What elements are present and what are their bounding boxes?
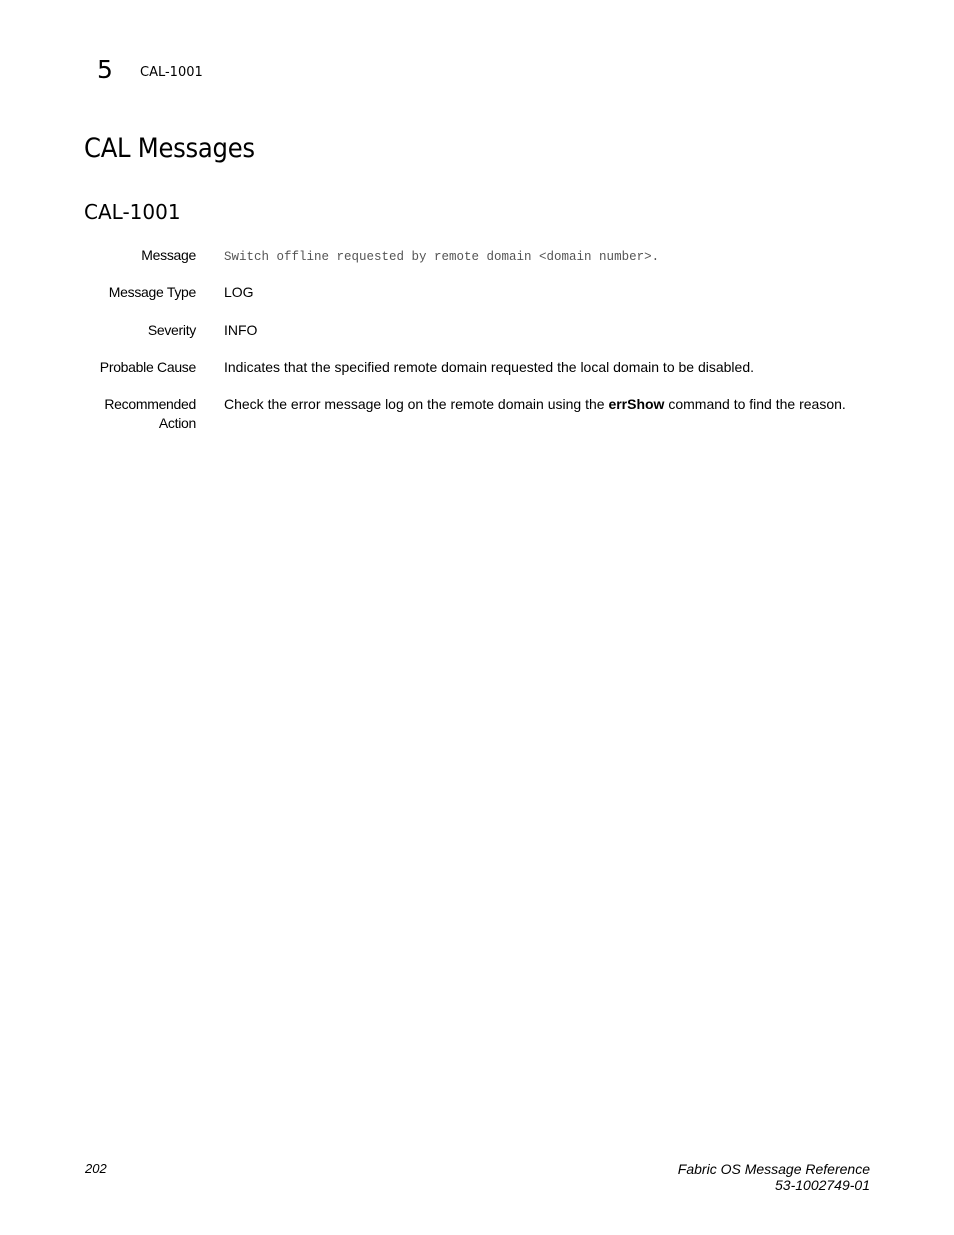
recommended-action-label-line2: Action [158,415,196,431]
running-head: CAL-1001 [140,65,203,80]
recommended-action-text-after: command to find the reason. [664,396,846,412]
message-label: Message [141,247,196,263]
recommended-action-value [224,395,884,414]
page-title: CAL Messages [84,133,255,164]
footer-doc-info [678,1161,870,1193]
probable-cause-label: Probable Cause [99,359,196,375]
recommended-action-text-before: Check the error message log on the remote domain using the [224,396,609,412]
doc-title: Fabric OS Message Reference [677,1161,870,1177]
chapter-number: 5 [97,55,113,84]
probable-cause-value: Indicates that the specified remote domain requested the local domain to be disabled. [224,359,754,375]
message-value: Switch offline requested by remote domain <domain number>. [224,250,660,264]
page-number: 202 [85,1161,107,1176]
message-type-label: Message Type [108,284,196,300]
doc-number: 53-1002749-01 [775,1177,870,1193]
severity-label: Severity [147,322,196,338]
severity-value: INFO [224,322,258,338]
recommended-action-label-line1: Recommended [104,396,196,412]
section-title: CAL-1001 [84,200,181,224]
command-name: errShow [608,396,665,412]
recommended-action-label [56,395,196,433]
message-type-value: LOG [224,284,254,300]
